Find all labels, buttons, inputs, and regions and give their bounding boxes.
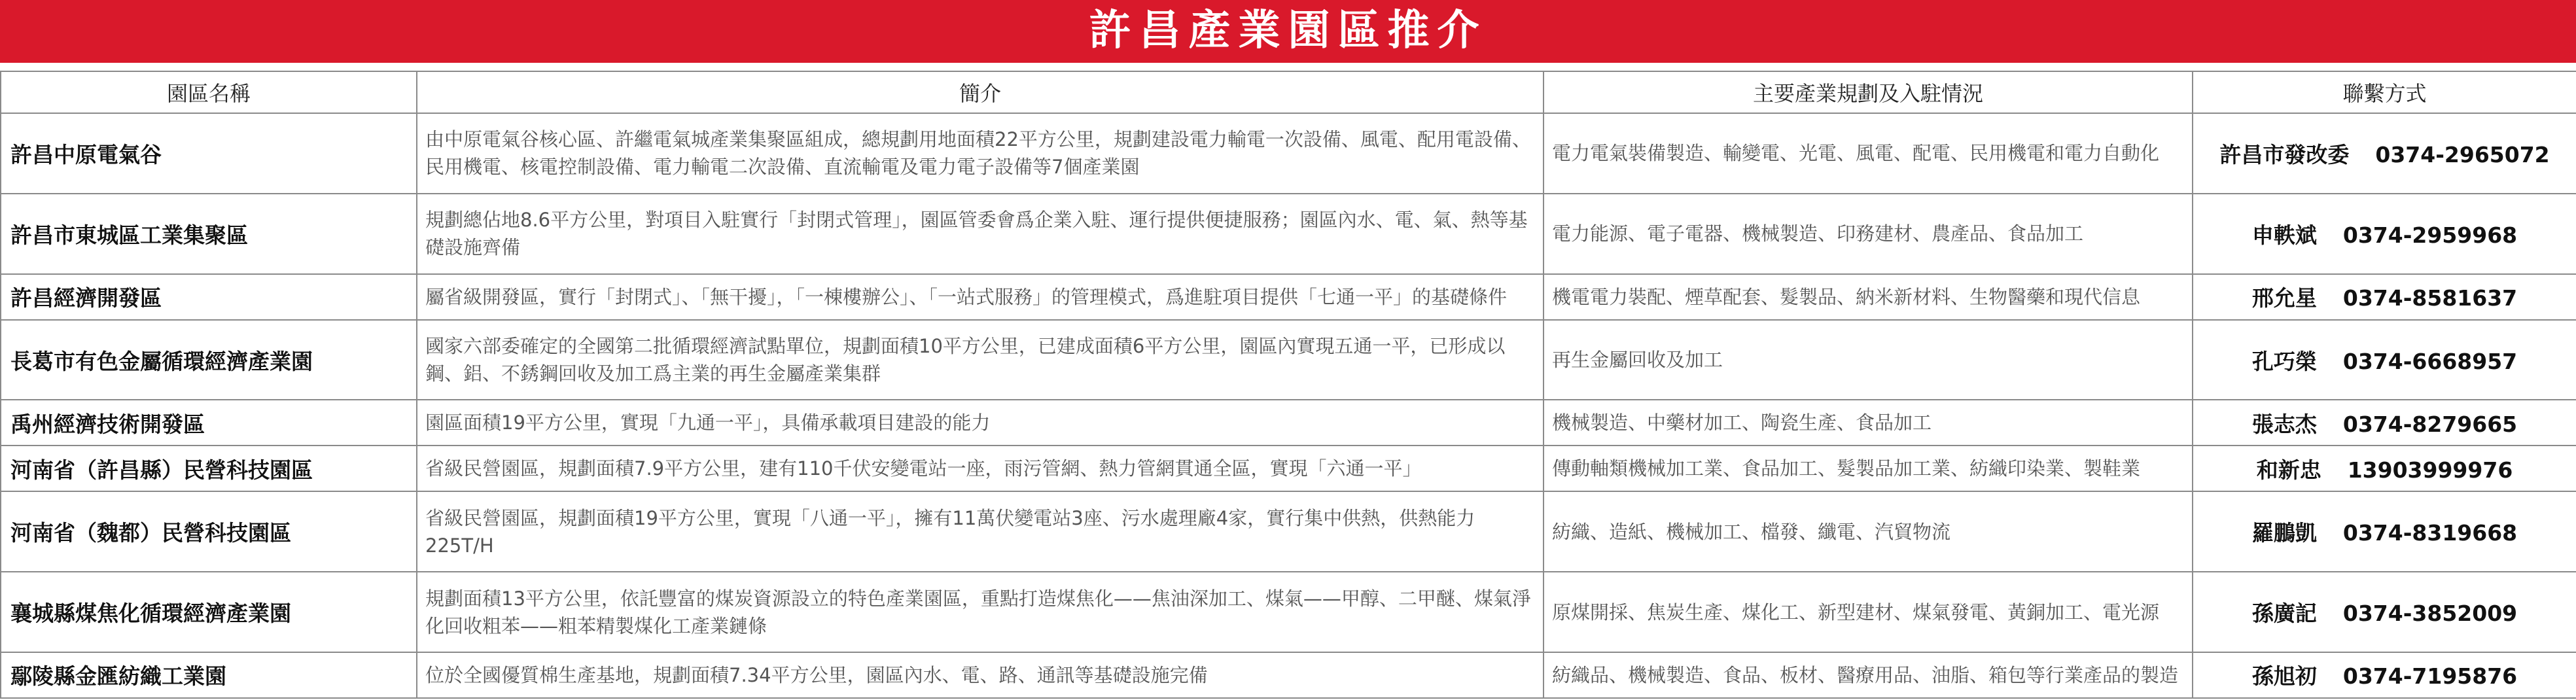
park-contact	[2193, 194, 2576, 274]
header-contact: 聯繫方式	[2193, 71, 2576, 113]
page-title: 許昌產業園區推介	[1089, 6, 1487, 55]
contact-person: 許昌市發改委	[2219, 141, 2350, 167]
park-industry: 傳動軸類機械加工業、食品加工、髮製品加工業、紡織印染業、製鞋業	[1544, 446, 2193, 491]
park-intro: 屬省級開發區，實行「封閉式」、「無干擾」，「一棟樓辦公」、「一站式服務」的管理模式，爲進駐項目提供「七通一平」的基礎條件	[417, 274, 1544, 320]
industrial-parks-table	[0, 71, 2576, 699]
contact-phone: 0374-3852009	[2342, 601, 2518, 627]
contact-phone: 0374-2959968	[2342, 222, 2518, 248]
park-industry: 紡織品、機械製造、食品、板材、醫療用品、油脂、箱包等行業產品的製造	[1544, 652, 2193, 698]
contact-person: 張志杰	[2251, 411, 2317, 437]
park-contact	[2193, 113, 2576, 194]
contact-person: 邢允星	[2251, 285, 2317, 311]
contact-person: 和新忠	[2256, 457, 2321, 483]
park-intro: 規劃總佔地8.6平方公里，對項目入駐實行「封閉式管理」，園區管委會爲企業入駐、運行提供便捷服務；園區內水、電、氣、熱等基礎設施齊備	[417, 194, 1544, 274]
park-industry: 電力能源、電子電器、機械製造、印務建材、農產品、食品加工	[1544, 194, 2193, 274]
park-name: 許昌中原電氣谷	[1, 113, 417, 194]
park-contact	[2193, 274, 2576, 320]
contact-phone: 0374-8279665	[2342, 411, 2518, 437]
park-name: 襄城縣煤焦化循環經濟產業園	[1, 572, 417, 652]
table-row	[1, 652, 2576, 698]
park-industry: 機械製造、中藥材加工、陶瓷生產、食品加工	[1544, 400, 2193, 446]
header-intro: 簡介	[417, 71, 1544, 113]
table-row	[1, 400, 2576, 446]
park-name: 河南省（許昌縣）民營科技園區	[1, 446, 417, 491]
park-intro: 省級民營園區，規劃面積19平方公里，實現「八通一平」，擁有11萬伏變電站3座、污水處理廠4家，實行集中供熱，供熱能力225T/H	[417, 491, 1544, 572]
contact-person: 孔巧榮	[2251, 348, 2317, 374]
park-name: 河南省（魏都）民營科技園區	[1, 491, 417, 572]
contact-phone: 0374-7195876	[2342, 663, 2518, 690]
contact-phone: 0374-2965072	[2375, 141, 2550, 167]
park-industry: 機電電力裝配、煙草配套、髮製品、納米新材料、生物醫藥和現代信息	[1544, 274, 2193, 320]
header-industry: 主要產業規劃及入駐情況	[1544, 71, 2193, 113]
park-intro: 位於全國優質棉生產基地，規劃面積7.34平方公里，園區內水、電、路、通訊等基礎設施完備	[417, 652, 1544, 698]
park-name: 許昌經濟開發區	[1, 274, 417, 320]
park-name: 長葛市有色金屬循環經濟產業園	[1, 320, 417, 400]
park-name: 鄢陵縣金匯紡織工業園	[1, 652, 417, 698]
contact-phone: 0374-8581637	[2342, 285, 2518, 311]
contact-person: 申軼斌	[2251, 222, 2317, 248]
header-row	[1, 71, 2576, 113]
park-industry: 電力電氣裝備製造、輸變電、光電、風電、配電、民用機電和電力自動化	[1544, 113, 2193, 194]
table-row	[1, 113, 2576, 194]
park-contact	[2193, 652, 2576, 698]
contact-person: 羅鵬凱	[2251, 520, 2317, 546]
park-intro: 省級民營園區，規劃面積7.9平方公里，建有110千伏安變電站一座，雨污管網、熱力管網貫通全區，實現「六通一平」	[417, 446, 1544, 491]
park-industry: 原煤開採、焦炭生產、煤化工、新型建材、煤氣發電、黃銅加工、電光源	[1544, 572, 2193, 652]
park-intro: 國家六部委確定的全國第二批循環經濟試點單位，規劃面積10平方公里，已建成面積6平方公里，園區內實現五通一平，已形成以鋼、鋁、不銹鋼回收及加工爲主業的再生金屬產業集群	[417, 320, 1544, 400]
header-park-name: 園區名稱	[1, 71, 417, 113]
contact-person: 孫廣記	[2251, 601, 2317, 627]
contact-phone: 13903999976	[2347, 457, 2513, 483]
park-contact	[2193, 400, 2576, 446]
table-row	[1, 446, 2576, 491]
park-contact	[2193, 491, 2576, 572]
park-industry: 再生金屬回收及加工	[1544, 320, 2193, 400]
park-intro: 由中原電氣谷核心區、許繼電氣城產業集聚區組成，總規劃用地面積22平方公里，規劃建設電力輸電一次設備、風電、配用電設備、民用機電、核電控制設備、電力輸電二次設備、直流輸電及電力電子設備等7個產業園	[417, 113, 1544, 194]
table-row	[1, 320, 2576, 400]
table-row	[1, 274, 2576, 320]
contact-phone: 0374-8319668	[2342, 520, 2518, 546]
park-contact	[2193, 446, 2576, 491]
banner-gap	[0, 63, 2576, 71]
table-row	[1, 491, 2576, 572]
park-contact	[2193, 572, 2576, 652]
park-contact	[2193, 320, 2576, 400]
park-name: 許昌市東城區工業集聚區	[1, 194, 417, 274]
park-intro: 園區面積19平方公里，實現「九通一平」，具備承載項目建設的能力	[417, 400, 1544, 446]
table-row	[1, 572, 2576, 652]
contact-person: 孫旭初	[2251, 663, 2317, 690]
park-intro: 規劃面積13平方公里，依託豐富的煤炭資源設立的特色產業園區，重點打造煤焦化——焦油深加工、煤氣——甲醇、二甲醚、煤氣淨化回收粗苯——粗苯精製煤化工產業鏈條	[417, 572, 1544, 652]
table-row	[1, 194, 2576, 274]
park-industry: 紡織、造紙、機械加工、檔發、纖電、汽貿物流	[1544, 491, 2193, 572]
contact-phone: 0374-6668957	[2342, 348, 2518, 374]
park-name: 禹州經濟技術開發區	[1, 400, 417, 446]
